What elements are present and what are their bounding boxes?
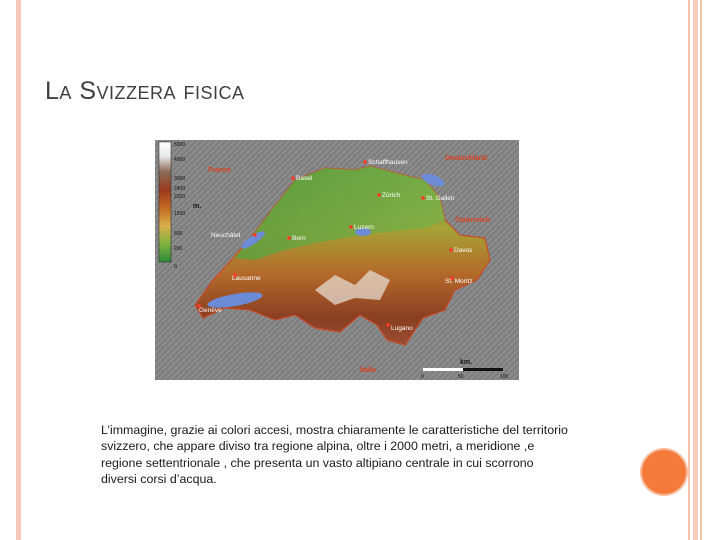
country-label-osterreich: Österreich	[455, 217, 491, 224]
city-label: Luzern	[354, 224, 374, 231]
city-marker	[349, 225, 353, 229]
city-label: Bern	[292, 235, 306, 242]
city-marker	[291, 176, 295, 180]
legend-value: 2200	[174, 194, 186, 200]
city-marker	[377, 193, 381, 197]
slide-title: La Svizzera fisica	[45, 77, 245, 105]
country-label-deutschland: Deutschland	[445, 155, 488, 162]
city-label: Basel	[296, 175, 313, 182]
country-label-france: France	[208, 167, 231, 174]
legend-value: 0	[174, 264, 177, 270]
frame-left-border	[16, 0, 21, 540]
legend-unit: m.	[193, 203, 202, 210]
city-marker	[253, 233, 257, 237]
city-label: Schaffhausen	[368, 159, 408, 166]
elevation-legend-bar	[159, 142, 171, 262]
city-marker	[449, 248, 453, 252]
frame-right-border-line	[700, 0, 702, 540]
slide-body-text: L’immagine, grazie ai colori accesi, mostra chiaramente le caratteristiche del territorio svizzero, che appare diviso tra regione alpina, oltre i 2000 metri, a meridione ,e regione settentrionale , che presenta un vasto altipiano centrale in cui scorrono diversi corsi d’acqua.	[101, 423, 568, 486]
city-label: Zürich	[382, 192, 401, 199]
legend-value: 500	[174, 231, 183, 237]
city-marker	[363, 160, 367, 164]
city-marker	[287, 236, 291, 240]
city-label: Genève	[199, 307, 222, 314]
city-label: Lugano	[391, 325, 413, 332]
legend-value: 2400	[174, 186, 186, 192]
city-label: St. Gallen	[426, 195, 455, 202]
country-label-italia: Italia	[360, 367, 376, 374]
decorative-orange-circle	[642, 450, 686, 494]
legend-value: 5000	[174, 142, 186, 148]
city-label: Lausanne	[232, 275, 261, 282]
city-label: Neuchâtel	[211, 232, 241, 239]
scale-unit: km.	[460, 359, 473, 366]
city-label: St. Moritz	[445, 278, 473, 285]
legend-value: 3000	[174, 176, 186, 182]
legend-value: 4000	[174, 157, 186, 163]
scale-tick: 100	[500, 374, 509, 380]
frame-right-border-band	[693, 0, 698, 540]
legend-value: 1500	[174, 211, 186, 217]
scale-tick: 50	[458, 374, 464, 380]
city-marker	[386, 323, 390, 327]
city-marker	[421, 196, 425, 200]
scale-tick: 0	[421, 374, 424, 380]
switzerland-relief-map	[155, 140, 519, 380]
legend-value: 200	[174, 246, 183, 252]
city-label: Davos	[454, 247, 473, 254]
frame-right-border	[688, 0, 690, 540]
